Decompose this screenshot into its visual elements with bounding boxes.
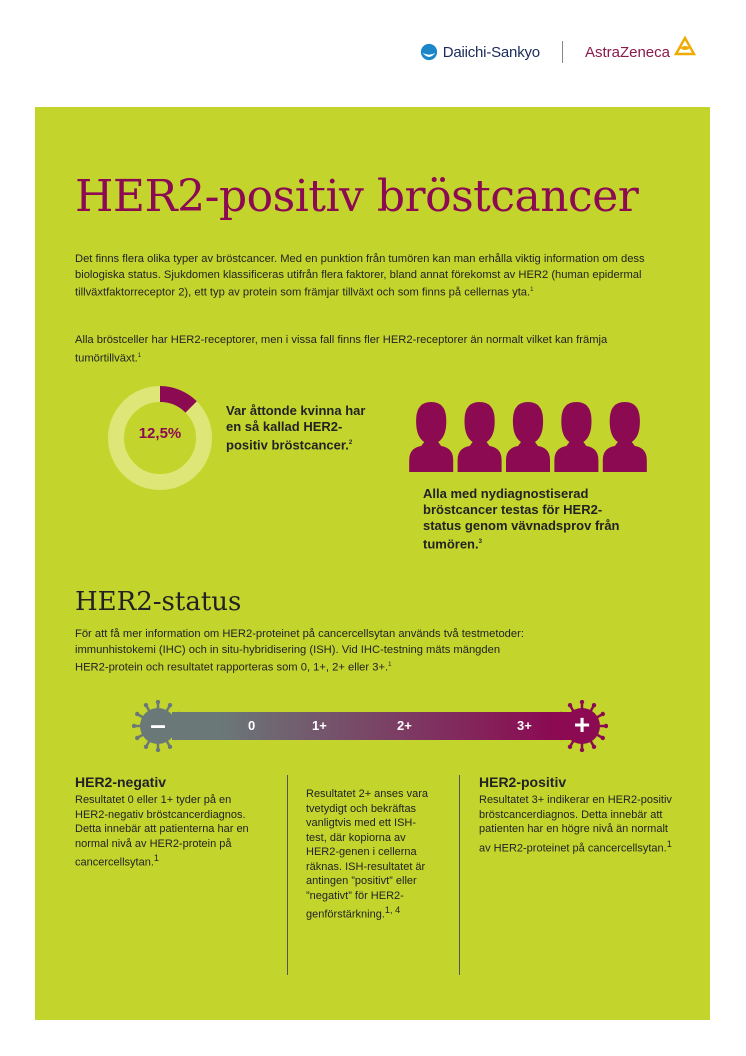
footnote-ref: 1 — [388, 662, 392, 668]
her2-positive-column — [479, 774, 679, 856]
column-divider-right — [459, 775, 460, 975]
astrazeneca-wordmark: AstraZeneca — [584, 43, 670, 61]
footnote-ref: 2 — [348, 440, 353, 446]
footnote-ref: 1, 4 — [384, 905, 401, 915]
footnote-ref: 1 — [666, 838, 672, 849]
stat-testing: Alla med nydiagnostiserad bröstcancer testas för HER2-status genom vävnadsprov från tumören.$^3$ — [423, 486, 620, 552]
her2-status-intro: För att få mer information om HER2-proteinet på cancercellsytan används två testmetoder: immunhistokemi (IHC) och in situ-hybridisering (ISH). Vid IHC-testning mäts mängden HER2-protein och resultatet rapporteras som 0, 1+, 2+ eller 3+.$^1$ — [75, 628, 524, 674]
her2-scale-bar — [132, 700, 612, 752]
stat-one-in-eight: Var åttonde kvinna har en så kallad HER2-positiv bröstcancer.$^2$ — [226, 403, 366, 453]
donut-value-label: 12,5% — [138, 425, 182, 442]
her2-negative-heading: HER2-negativ — [75, 774, 167, 790]
minus-sign: – — [150, 709, 166, 740]
footnote-ref: 1 — [153, 853, 159, 863]
intro-paragraph-2: Alla bröstceller har HER2-receptorer, men i vissa fall finns fler HER2-receptorer än normalt vilket kan främja tumörtillväxt.$^1$ — [75, 334, 608, 365]
woman-silhouette-icon — [603, 402, 647, 472]
scale-label-0: 0 — [248, 718, 256, 733]
footnote-ref: 1 — [137, 352, 142, 359]
her2-equivocal-text: Resultatet 2+ anses vara tvetydigt och bekräftas vanligtvis med ett ISH-test, där kopiorna av HER2-genen i cellerna räknas. ISH-resultatet är antingen ”positivt” eller ”negativt” för HER2-genförstärkning.$^{1, 4}$ — [306, 788, 428, 921]
intro-paragraph-1: Det finns flera olika typer av bröstcancer. Med en punktion från tumören kan man erhålla viktig information om dess biologiska status. Sjukdomen klassificeras utifrån flera faktorer, bland annat förekomst av HER2 (human epidermal tillväxtfaktorreceptor 2), ett typ av protein som främjar tillväxt och som finns på cellernas yta.$^1$ — [75, 253, 645, 299]
plus-sign: + — [573, 709, 591, 740]
page-title: HER2-positiv bröstcancer — [75, 171, 639, 222]
her2-negative-text: Resultatet 0 eller 1+ tyder på en HER2-negativ bröstcancerdiagnos. Detta innebär att patienterna har en normal nivå av HER2-protein på cancercellsytan.$^1$ — [75, 794, 249, 869]
her2-positive-heading: HER2-positiv — [479, 774, 567, 790]
daiichi-sankyo-logo-icon — [420, 43, 438, 61]
her2-positive-text: Resultatet 3+ indikerar en HER2-positiv bröstcancerdiagnos. Detta innebär att patienten har en högre nivå än normalt av HER2-proteinet på cancercellsytan.$^1$ — [479, 794, 672, 855]
her2-equivocal-column — [306, 787, 431, 922]
astrazeneca-logo — [585, 44, 698, 61]
astrazeneca-logo-icon — [672, 34, 698, 60]
column-divider-left — [287, 775, 288, 975]
scale-label-2plus: 2+ — [397, 718, 412, 733]
woman-silhouette-icon — [506, 402, 550, 472]
her2-status-heading: HER2-status — [75, 587, 242, 617]
footnote-ref: 1 — [530, 287, 534, 293]
content-panel — [35, 107, 710, 1020]
logo-divider — [562, 41, 563, 63]
women-icons — [407, 400, 649, 472]
her2-scale-gradient — [172, 712, 572, 740]
footnote-ref: 3 — [478, 539, 482, 545]
her2-negative-column — [75, 774, 265, 870]
daiichi-sankyo-logo — [420, 43, 540, 61]
header-logos — [420, 38, 698, 66]
scale-label-1plus: 1+ — [312, 718, 327, 733]
woman-silhouette-icon — [458, 402, 502, 472]
woman-silhouette-icon — [409, 402, 453, 472]
daiichi-sankyo-wordmark: Daiichi-Sankyo — [442, 43, 540, 61]
scale-label-3plus: 3+ — [517, 718, 532, 733]
woman-silhouette-icon — [554, 402, 598, 472]
